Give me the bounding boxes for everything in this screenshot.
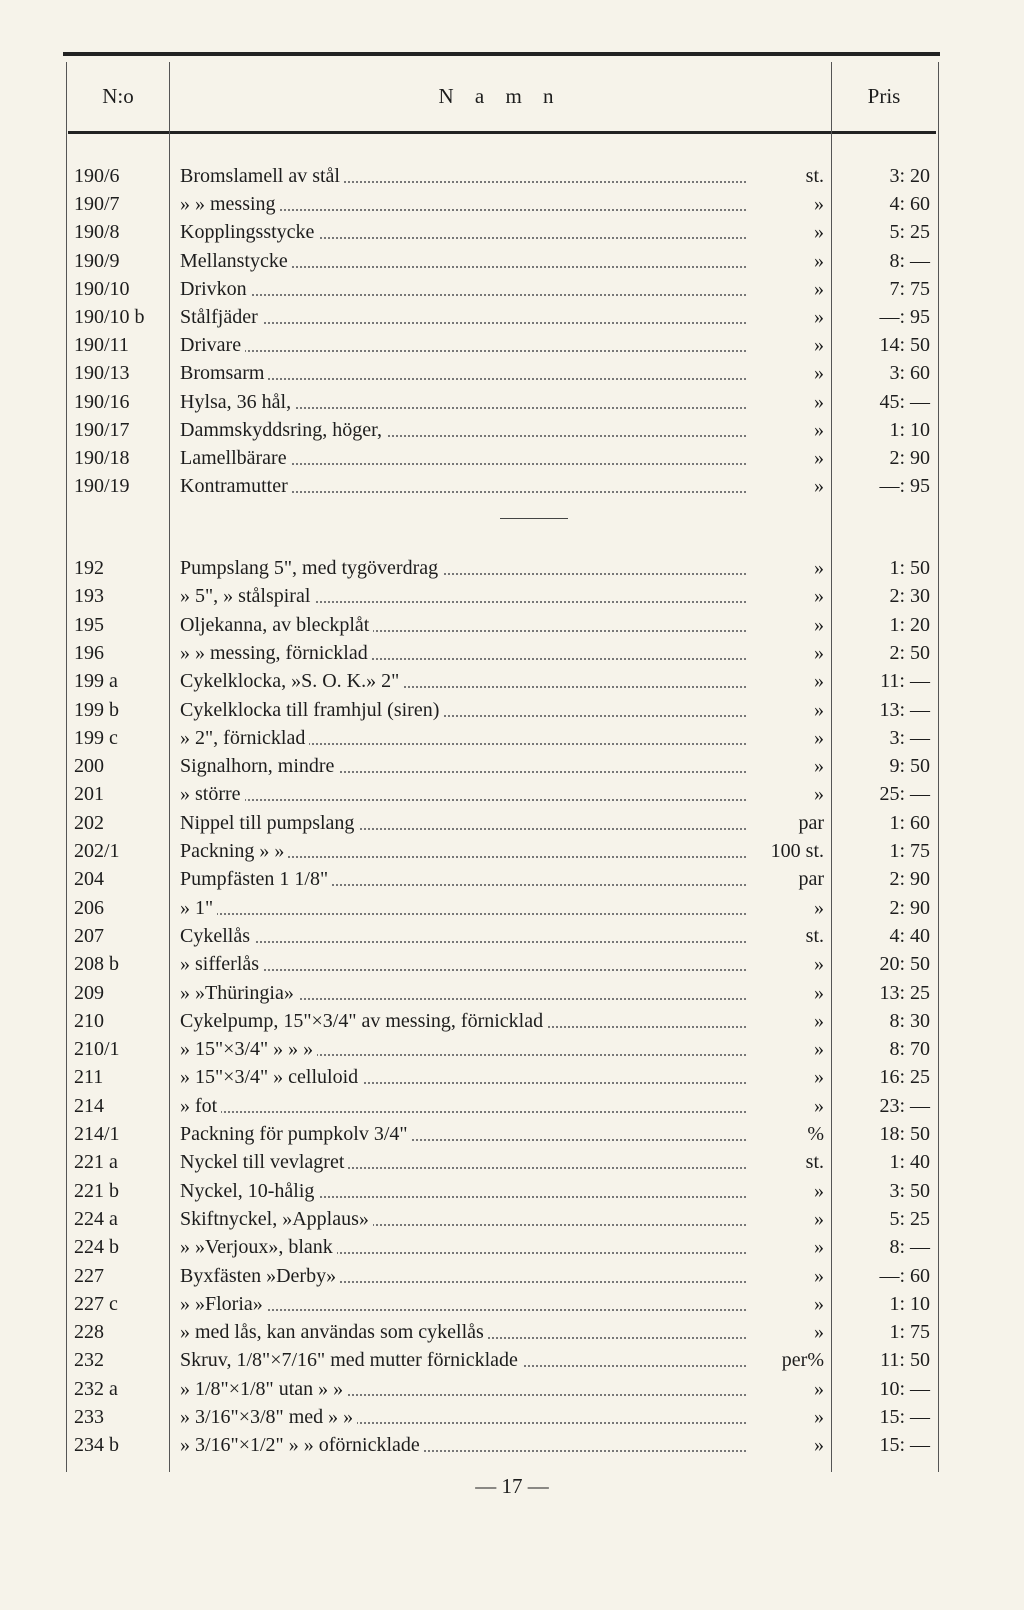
- item-name-text: » 3/16"×1/2" » » oförnicklade: [180, 1434, 424, 1456]
- item-price: 11: 50: [880, 1349, 930, 1372]
- item-price: 13: 25: [879, 981, 930, 1004]
- item-price: 9: 50: [889, 755, 930, 778]
- item-unit: »: [814, 726, 824, 749]
- column-header-name: N a m n: [438, 84, 562, 108]
- item-name: [180, 979, 746, 1007]
- item-price: 2: 50: [889, 641, 930, 664]
- item-name: [180, 444, 746, 472]
- item-name-text: » 5", » stålspiral: [180, 585, 314, 607]
- item-number: 206: [74, 896, 104, 919]
- item-name-text: » » messing, förnicklad: [180, 642, 372, 664]
- item-price: 2: 90: [889, 896, 930, 919]
- item-name-text: » 3/16"×3/8" med » »: [180, 1406, 357, 1428]
- table-row: [0, 388, 1024, 416]
- item-name: [180, 780, 746, 808]
- item-name-text: Skiftnyckel, »Applaus»: [180, 1208, 373, 1230]
- item-unit: »: [814, 362, 824, 385]
- item-name-text: » sifferlås: [180, 953, 263, 975]
- item-price: 8: —: [889, 1236, 930, 1259]
- item-unit: »: [814, 1236, 824, 1259]
- table-row: [0, 950, 1024, 978]
- item-name: [180, 752, 746, 780]
- item-number: 204: [74, 868, 104, 891]
- item-unit: »: [814, 306, 824, 328]
- item-name: [180, 162, 746, 190]
- item-price: 11: —: [880, 670, 930, 693]
- item-price: 7: 75: [889, 277, 930, 300]
- item-name: [180, 611, 746, 639]
- column-header-number: N:o: [102, 84, 134, 108]
- item-price: 15: —: [879, 1434, 930, 1457]
- item-name-text: Hylsa, 36 hål,: [180, 391, 295, 413]
- table-row: [0, 331, 1024, 359]
- item-number: 214/1: [74, 1123, 120, 1145]
- item-name-text: Kontramutter: [180, 475, 292, 497]
- item-price: 1: 50: [889, 557, 930, 579]
- item-name: [180, 1063, 746, 1091]
- item-name: [180, 1403, 746, 1431]
- item-name: [180, 865, 746, 893]
- item-name: [180, 218, 746, 246]
- table-row: [0, 303, 1024, 331]
- item-number: 202: [74, 811, 104, 834]
- table-row: [0, 1290, 1024, 1318]
- table-row: [0, 696, 1024, 724]
- item-number: 190/9: [74, 249, 120, 272]
- table-row: [0, 1035, 1024, 1063]
- item-name: [180, 667, 746, 695]
- item-name: [180, 247, 746, 275]
- table-row: [0, 218, 1024, 246]
- item-price: —: 95: [879, 475, 930, 498]
- item-name-text: Stålfjäder: [180, 306, 262, 328]
- item-number: 199 c: [74, 726, 118, 749]
- item-name-text: Cykelklocka till framhjul (siren): [180, 699, 443, 721]
- item-name: [180, 1318, 746, 1346]
- item-price: 5: 25: [889, 221, 930, 244]
- item-name: [180, 1035, 746, 1063]
- item-name-text: » » messing: [180, 193, 280, 215]
- item-name: [180, 1262, 746, 1290]
- table-row: [0, 667, 1024, 695]
- item-unit: »: [814, 1207, 824, 1230]
- table-row: [0, 1205, 1024, 1233]
- item-name-text: Drivare: [180, 334, 245, 356]
- item-unit: »: [814, 1066, 824, 1089]
- item-unit: »: [814, 755, 824, 778]
- item-number: 200: [74, 755, 104, 778]
- item-unit: »: [814, 390, 824, 413]
- item-name: [180, 894, 746, 922]
- item-unit: »: [814, 783, 824, 806]
- item-name-text: » »Thüringia»: [180, 982, 298, 1004]
- item-unit: »: [814, 1321, 824, 1344]
- item-name: [180, 1148, 746, 1176]
- item-name-text: » fot: [180, 1095, 221, 1117]
- item-price: 14: 50: [879, 334, 930, 357]
- table-row: [0, 472, 1024, 500]
- item-unit: st.: [805, 924, 824, 947]
- item-number: 221 b: [74, 1179, 119, 1202]
- item-unit: »: [814, 249, 824, 272]
- table-row: [0, 809, 1024, 837]
- item-unit: %: [807, 1123, 824, 1145]
- table-row: [0, 922, 1024, 950]
- item-unit: st.: [805, 165, 824, 187]
- table-row: [0, 1177, 1024, 1205]
- table-row: [0, 611, 1024, 639]
- item-number: 208 b: [74, 953, 119, 976]
- item-name-text: » 1/8"×1/8" utan » »: [180, 1378, 347, 1400]
- table-row: [0, 894, 1024, 922]
- item-name-text: » 2", förnicklad: [180, 727, 309, 749]
- item-number: 190/18: [74, 447, 130, 469]
- table-row: [0, 1148, 1024, 1176]
- item-unit: »: [814, 613, 824, 636]
- item-price: 2: 90: [889, 868, 930, 891]
- item-name: [180, 472, 746, 500]
- item-name-text: Lamellbärare: [180, 447, 291, 469]
- item-name: [180, 1290, 746, 1318]
- item-name-text: Nippel till pumpslang: [180, 812, 358, 834]
- item-name: [180, 303, 746, 331]
- item-price: 20: 50: [879, 953, 930, 976]
- item-unit: »: [814, 418, 824, 441]
- item-price: 1: 75: [889, 840, 930, 862]
- item-price: 8: 30: [889, 1009, 930, 1032]
- item-name: [180, 416, 746, 444]
- item-number: 190/8: [74, 221, 120, 244]
- item-number: 199 a: [74, 670, 118, 693]
- item-unit: par: [798, 811, 824, 834]
- item-price: 1: 40: [889, 1151, 930, 1174]
- item-name-text: » större: [180, 783, 245, 805]
- item-unit: »: [814, 1406, 824, 1428]
- item-price: 10: —: [879, 1377, 930, 1400]
- group-separator: [500, 518, 568, 519]
- item-unit: »: [814, 334, 824, 357]
- item-name: [180, 837, 746, 865]
- item-number: 207: [74, 924, 104, 947]
- table-row: [0, 1431, 1024, 1459]
- item-name-text: Drivkon: [180, 278, 251, 300]
- item-name-text: Nyckel, 10-hålig: [180, 1180, 318, 1202]
- item-name: [180, 1092, 746, 1120]
- item-number: 190/17: [74, 418, 130, 441]
- table-row: [0, 1233, 1024, 1261]
- item-name: [180, 1007, 746, 1035]
- item-name-text: Bromsarm: [180, 362, 268, 384]
- item-number: 221 a: [74, 1151, 118, 1174]
- item-unit: »: [814, 475, 824, 498]
- item-name-text: Mellanstycke: [180, 250, 292, 272]
- item-number: 190/7: [74, 193, 120, 216]
- item-price: 13: —: [879, 698, 930, 721]
- item-number: 190/6: [74, 165, 120, 187]
- item-price: 4: 60: [889, 193, 930, 216]
- item-price: 15: —: [879, 1406, 930, 1428]
- item-name: [180, 1177, 746, 1205]
- item-name-text: » 15"×3/4" » celluloid: [180, 1066, 362, 1088]
- table-row: [0, 554, 1024, 582]
- item-name: [180, 1205, 746, 1233]
- table-row: [0, 1403, 1024, 1431]
- item-number: 232 a: [74, 1377, 118, 1400]
- item-name: [180, 1233, 746, 1261]
- item-unit: »: [814, 447, 824, 469]
- item-name-text: Pumpslang 5", med tygöverdrag: [180, 557, 442, 579]
- item-name: [180, 190, 746, 218]
- item-unit: »: [814, 1292, 824, 1315]
- item-name-text: Packning » »: [180, 840, 288, 862]
- item-number: 196: [74, 641, 104, 664]
- item-number: 210: [74, 1009, 104, 1032]
- item-name-text: » med lås, kan användas som cykellås: [180, 1321, 488, 1343]
- item-unit: »: [814, 585, 824, 608]
- item-number: 224 b: [74, 1236, 119, 1259]
- item-number: 190/19: [74, 475, 130, 498]
- item-name-text: Skruv, 1/8"×7/16" med mutter förnicklade: [180, 1349, 522, 1371]
- item-number: 201: [74, 783, 104, 806]
- item-name: [180, 554, 746, 582]
- item-unit: »: [814, 1179, 824, 1202]
- item-number: 195: [74, 613, 104, 636]
- table-row: [0, 275, 1024, 303]
- item-price: 8: 70: [889, 1038, 930, 1061]
- item-name: [180, 331, 746, 359]
- item-number: 190/13: [74, 362, 130, 385]
- item-name: [180, 724, 746, 752]
- item-name-text: Byxfästen »Derby»: [180, 1265, 340, 1287]
- item-price: 45: —: [879, 390, 930, 413]
- item-name: [180, 1431, 746, 1459]
- table-row: [0, 865, 1024, 893]
- item-name-text: Nyckel till vevlagret: [180, 1151, 348, 1173]
- table-row: [0, 247, 1024, 275]
- table-row: [0, 1092, 1024, 1120]
- item-number: 210/1: [74, 1038, 120, 1061]
- table-row: [0, 190, 1024, 218]
- item-unit: »: [814, 953, 824, 976]
- item-name-text: » 1": [180, 897, 217, 919]
- item-price: 3: 50: [889, 1179, 930, 1202]
- item-name: [180, 388, 746, 416]
- item-price: 2: 90: [889, 447, 930, 469]
- item-name: [180, 696, 746, 724]
- table-row: [0, 724, 1024, 752]
- table-row: [0, 1007, 1024, 1035]
- item-number: 224 a: [74, 1207, 118, 1230]
- table-row: [0, 1346, 1024, 1374]
- item-number: 233: [74, 1406, 104, 1428]
- item-unit: »: [814, 641, 824, 664]
- item-price: 18: 50: [879, 1123, 930, 1145]
- item-name: [180, 639, 746, 667]
- page-number: — 17 —: [475, 1474, 549, 1498]
- item-number: 192: [74, 557, 104, 579]
- item-unit: »: [814, 1264, 824, 1287]
- item-unit: st.: [805, 1151, 824, 1174]
- item-price: 1: 60: [889, 811, 930, 834]
- item-price: 16: 25: [879, 1066, 930, 1089]
- item-name-text: Cykelpump, 15"×3/4" av messing, förnicklad: [180, 1010, 547, 1032]
- item-name: [180, 809, 746, 837]
- item-price: 1: 20: [889, 613, 930, 636]
- table-row: [0, 444, 1024, 472]
- item-unit: par: [798, 868, 824, 891]
- item-number: 202/1: [74, 840, 120, 862]
- table-row: [0, 1120, 1024, 1148]
- table-row: [0, 837, 1024, 865]
- item-name: [180, 1375, 746, 1403]
- item-name: [180, 1346, 746, 1374]
- item-number: 214: [74, 1094, 104, 1117]
- header-rule: [68, 131, 936, 134]
- item-unit: »: [814, 557, 824, 579]
- item-number: 209: [74, 981, 104, 1004]
- item-price: 25: —: [879, 783, 930, 806]
- item-price: 8: —: [889, 249, 930, 272]
- item-unit: »: [814, 193, 824, 216]
- table-row: [0, 162, 1024, 190]
- item-unit: »: [814, 277, 824, 300]
- item-name-text: Packning för pumpkolv 3/4": [180, 1123, 412, 1145]
- item-name-text: Signalhorn, mindre: [180, 755, 338, 777]
- item-name: [180, 582, 746, 610]
- item-name-text: » »Verjoux», blank: [180, 1236, 337, 1258]
- item-unit: »: [814, 221, 824, 244]
- item-name-text: » 15"×3/4" » » »: [180, 1038, 317, 1060]
- table-row: [0, 416, 1024, 444]
- item-price: 3: 20: [889, 165, 930, 187]
- table-row: [0, 752, 1024, 780]
- item-unit: »: [814, 670, 824, 693]
- item-name-text: Dammskyddsring, höger,: [180, 419, 386, 441]
- table-row: [0, 1318, 1024, 1346]
- item-number: 190/16: [74, 390, 130, 413]
- item-number: 228: [74, 1321, 104, 1344]
- item-price: —: 95: [879, 306, 930, 328]
- item-number: 227: [74, 1264, 104, 1287]
- item-unit: »: [814, 1038, 824, 1061]
- item-unit: »: [814, 698, 824, 721]
- item-number: 232: [74, 1349, 104, 1372]
- item-price: 5: 25: [889, 1207, 930, 1230]
- item-number: 227 c: [74, 1292, 118, 1315]
- item-price: 1: 10: [889, 1292, 930, 1315]
- item-number: 190/11: [74, 334, 129, 357]
- item-name: [180, 275, 746, 303]
- item-price: 4: 40: [889, 924, 930, 947]
- item-price: 2: 30: [889, 585, 930, 608]
- item-price: 23: —: [879, 1094, 930, 1117]
- item-unit: »: [814, 1434, 824, 1457]
- table-row: [0, 1375, 1024, 1403]
- table-row: [0, 780, 1024, 808]
- item-number: 199 b: [74, 698, 119, 721]
- item-price: 1: 75: [889, 1321, 930, 1344]
- column-header-price: Pris: [867, 84, 901, 108]
- item-number: 234 b: [74, 1434, 119, 1457]
- item-unit: »: [814, 1377, 824, 1400]
- item-name-text: Cykelklocka, »S. O. K.» 2": [180, 670, 403, 692]
- table-row: [0, 1063, 1024, 1091]
- table-row: [0, 582, 1024, 610]
- item-name-text: Bromslamell av stål: [180, 165, 344, 187]
- item-unit: 100 st.: [770, 840, 824, 862]
- item-unit: per%: [781, 1349, 824, 1372]
- table-row: [0, 359, 1024, 387]
- item-unit: »: [814, 1094, 824, 1117]
- item-number: 190/10 b: [74, 306, 145, 328]
- item-name: [180, 359, 746, 387]
- item-name-text: Cykellås: [180, 925, 254, 947]
- item-unit: »: [814, 896, 824, 919]
- item-name: [180, 950, 746, 978]
- item-name-text: Kopplingsstycke: [180, 221, 318, 243]
- item-name: [180, 922, 746, 950]
- item-name-text: Pumpfästen 1 1/8": [180, 868, 332, 890]
- item-unit: »: [814, 1009, 824, 1032]
- item-number: 190/10: [74, 277, 130, 300]
- item-name-text: » »Floria»: [180, 1293, 267, 1315]
- item-price: 3: 60: [889, 362, 930, 385]
- table-row: [0, 979, 1024, 1007]
- item-price: 3: —: [889, 726, 930, 749]
- item-unit: »: [814, 981, 824, 1004]
- item-number: 211: [74, 1066, 104, 1089]
- top-rule: [63, 52, 940, 56]
- item-name: [180, 1120, 746, 1148]
- item-price: —: 60: [879, 1264, 930, 1287]
- table-row: [0, 639, 1024, 667]
- item-number: 193: [74, 585, 104, 608]
- table-row: [0, 1262, 1024, 1290]
- item-name-text: Oljekanna, av bleckplåt: [180, 614, 373, 636]
- item-price: 1: 10: [889, 418, 930, 441]
